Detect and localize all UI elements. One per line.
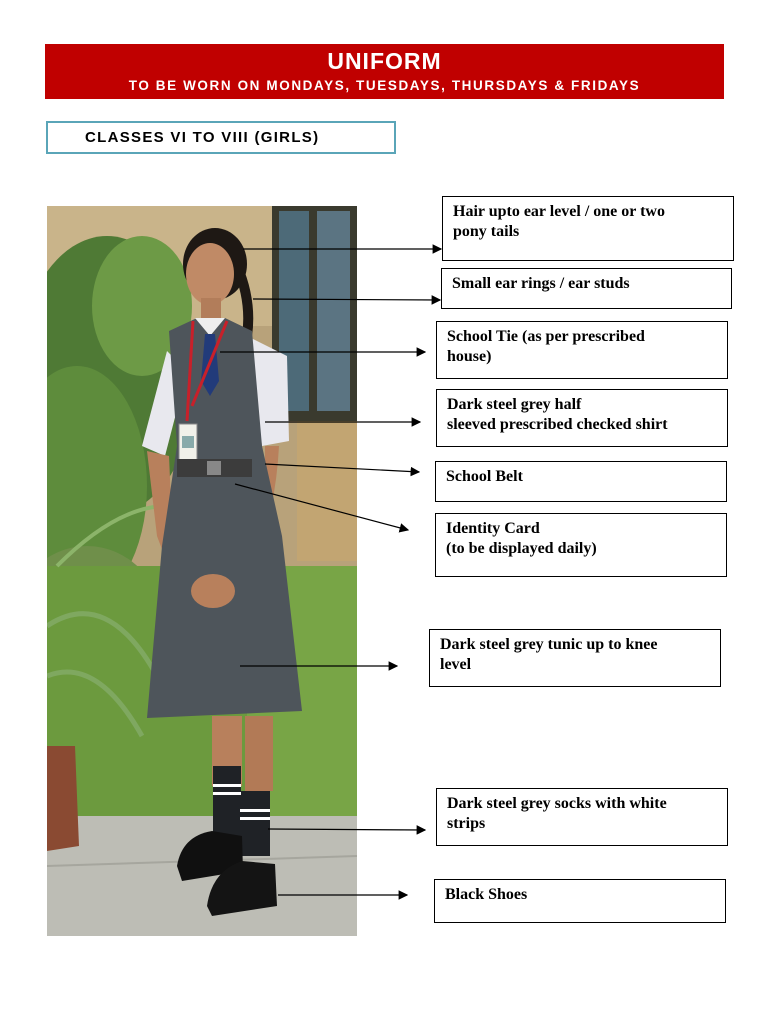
- page-title: UNIFORM: [327, 48, 442, 74]
- callout-identity-card: Identity Card (to be displayed daily): [435, 513, 727, 577]
- arrow-school-belt: [265, 464, 419, 472]
- callout-checked-shirt: Dark steel grey half sleeved prescribed checked shirt: [436, 389, 728, 447]
- arrow-socks: [268, 829, 425, 830]
- callout-school-tie: School Tie (as per prescribed house): [436, 321, 728, 379]
- arrow-ear-rings: [253, 299, 440, 300]
- callout-school-belt: School Belt: [435, 461, 727, 502]
- callout-black-shoes: Black Shoes: [434, 879, 726, 923]
- callout-ear-rings: Small ear rings / ear studs: [441, 268, 732, 309]
- callout-tunic: Dark steel grey tunic up to knee level: [429, 629, 721, 687]
- page-subtitle: TO BE WORN ON MONDAYS, TUESDAYS, THURSDAYS & FRIDAYS: [128, 78, 641, 93]
- callout-socks: Dark steel grey socks with white strips: [436, 788, 728, 846]
- arrow-identity-card: [235, 484, 408, 530]
- class-section-label: CLASSES VI TO VIII (GIRLS): [46, 121, 396, 154]
- callout-hair: Hair upto ear level / one or two pony tails: [442, 196, 734, 261]
